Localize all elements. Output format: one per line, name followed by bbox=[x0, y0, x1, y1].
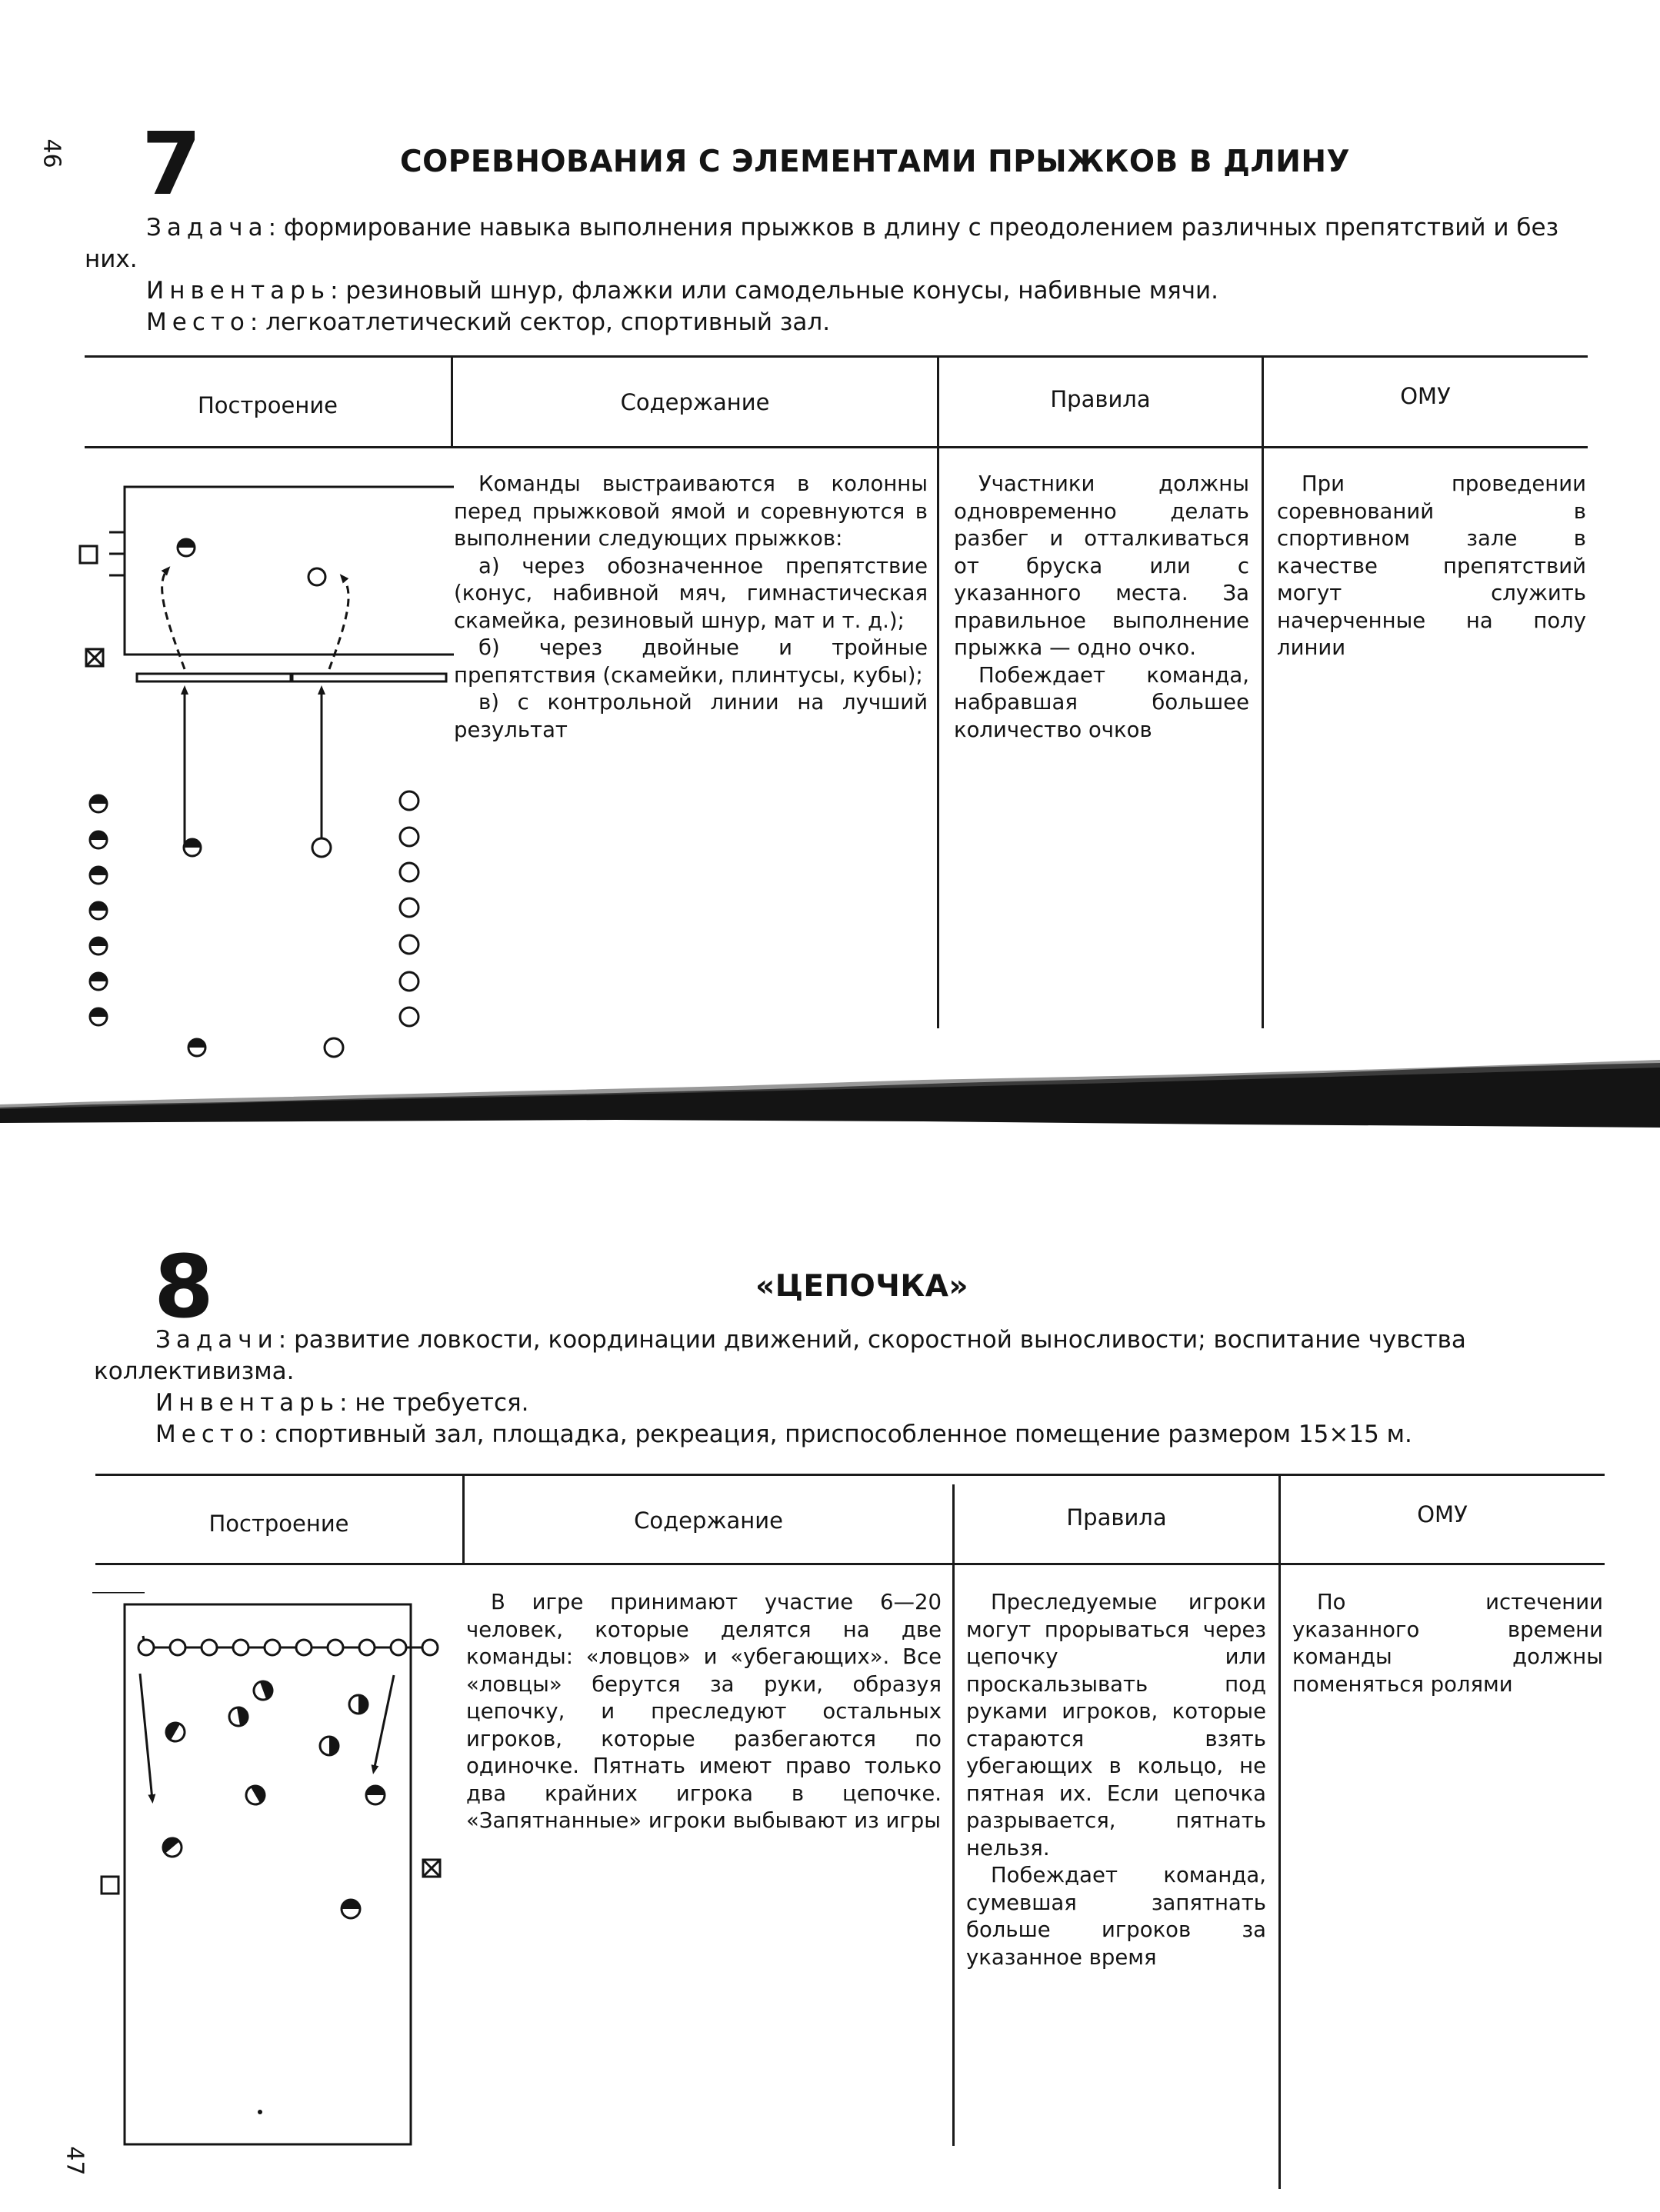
movement-arrow bbox=[374, 1675, 394, 1771]
table8-top-rule bbox=[95, 1474, 1605, 1476]
table7-omu bbox=[1277, 471, 1586, 662]
omu-paragraph: При проведении соревнований в спортивном зале в качестве препятствий могут служить начерченные на полу линии bbox=[1277, 471, 1586, 660]
player-open-icon bbox=[170, 1640, 185, 1655]
flag-square-icon bbox=[102, 1877, 118, 1894]
player-open-icon bbox=[400, 935, 418, 954]
player-open-icon bbox=[308, 568, 325, 585]
section7-intro bbox=[85, 212, 1586, 338]
content-paragraph: в) с контрольной линии на лучший результат bbox=[454, 690, 928, 742]
table8-header-construction: Построение bbox=[208, 1511, 349, 1537]
section7-inventory bbox=[85, 275, 1586, 307]
table8-header-content: Содержание bbox=[634, 1507, 783, 1534]
omu-paragraph: По истечении указанного времени команды должны поменяться ролями bbox=[1292, 1590, 1603, 1697]
task-text: : формирование навыка выполнения прыжков в длину с преодолением различных препятствий и без них. bbox=[85, 214, 1559, 273]
player-filled-icon bbox=[159, 1834, 185, 1861]
player-open-icon bbox=[400, 972, 418, 991]
table7-header-rule bbox=[85, 446, 1588, 448]
content-paragraph: В игре принимают участие 6—20 человек, которые делятся на две команды: «ловцов» и «убегающих». Все «ловцы» берутся за руки, образуя цепочку, и преследуют остальных игроков, которые разбегаются по одиночке. Пятнать имеют право только два крайних игрока в цепочке. «Запятнанные» игроки выбывают из игры bbox=[466, 1590, 942, 1833]
inventory-text: : резиновый шнур, флажки или самодельные конусы, набивные мячи. bbox=[330, 277, 1219, 305]
player-filled-icon bbox=[90, 902, 107, 919]
player-filled-icon bbox=[178, 539, 195, 556]
player-filled-icon bbox=[188, 1039, 205, 1056]
player-filled-icon bbox=[90, 1008, 107, 1025]
page-number-top: 46 bbox=[38, 138, 65, 168]
table8-header-rule bbox=[95, 1563, 1605, 1565]
table7-rules bbox=[954, 471, 1249, 744]
player-filled-icon bbox=[90, 867, 107, 884]
flag-square-icon bbox=[80, 546, 97, 563]
table7-divider bbox=[937, 355, 939, 1028]
table7-header-content: Содержание bbox=[620, 389, 770, 415]
jump-pit bbox=[125, 487, 454, 655]
content-paragraph: Команды выстраиваются в колонны перед прыжковой ямой и соревнуются в выполнении следующих прыжков: bbox=[454, 471, 928, 551]
inventory-text: : не требуется. bbox=[339, 1389, 529, 1417]
player-open-icon bbox=[328, 1640, 343, 1655]
place-text: : легкоатлетический сектор, спортивный зал. bbox=[249, 308, 831, 336]
table7-top-rule bbox=[85, 355, 1588, 358]
takeoff-board bbox=[137, 674, 291, 681]
table8-rules bbox=[966, 1589, 1266, 1971]
player-filled-icon bbox=[184, 839, 201, 856]
inventory-label: Инвентарь bbox=[155, 1389, 340, 1417]
players bbox=[159, 1679, 385, 1918]
dot-mark bbox=[258, 2110, 262, 2114]
section7-task bbox=[85, 212, 1586, 275]
table8-omu bbox=[1292, 1589, 1603, 1698]
player-open-icon bbox=[296, 1640, 312, 1655]
takeoff-board bbox=[292, 674, 446, 681]
scan-dark-band bbox=[0, 1060, 1660, 1141]
player-open-icon bbox=[400, 828, 418, 846]
player-filled-icon bbox=[243, 1783, 268, 1808]
section8-number: 8 bbox=[154, 1238, 214, 1338]
player-open-icon bbox=[312, 838, 331, 857]
players bbox=[90, 539, 418, 1057]
task-label: Задачи bbox=[155, 1326, 278, 1354]
player-open-icon bbox=[359, 1640, 375, 1655]
place-label: Место bbox=[146, 308, 250, 336]
player-filled-icon bbox=[349, 1695, 368, 1714]
table8-header-omu: ОМУ bbox=[1417, 1501, 1468, 1527]
player-open-icon bbox=[422, 1640, 438, 1655]
section8-task bbox=[94, 1324, 1602, 1387]
section8-inventory bbox=[94, 1387, 1602, 1419]
table7-header-rules: Правила bbox=[1050, 386, 1151, 412]
player-open-icon bbox=[400, 898, 418, 917]
table7-header-omu: ОМУ bbox=[1400, 383, 1451, 409]
player-open-icon bbox=[400, 791, 418, 810]
task-label: Задача bbox=[146, 214, 268, 242]
player-filled-icon bbox=[90, 938, 107, 954]
player-filled-icon bbox=[163, 1720, 188, 1745]
section8-diagram bbox=[92, 1592, 454, 2154]
player-filled-icon bbox=[90, 831, 107, 848]
player-open-icon bbox=[233, 1640, 248, 1655]
place-text: : спортивный зал, площадка, рекреация, приспособленное помещение размером 15×15 м. bbox=[258, 1421, 1412, 1448]
player-filled-icon bbox=[228, 1706, 249, 1727]
rules-paragraph: Побеждает команда, набравшая большее количество очков bbox=[954, 662, 1249, 742]
table8-content bbox=[466, 1589, 942, 1835]
table8-divider bbox=[952, 1484, 955, 2146]
section8-place bbox=[94, 1419, 1602, 1451]
section8-title: «ЦЕПОЧКА» bbox=[755, 1269, 969, 1304]
section7-number: 7 bbox=[142, 115, 202, 215]
player-filled-icon bbox=[252, 1679, 275, 1703]
table8-divider bbox=[1278, 1474, 1281, 2189]
table8-header-rules: Правила bbox=[1066, 1504, 1167, 1531]
task-text: : развитие ловкости, координации движений, скоростной выносливости; воспитание чувства коллективизма. bbox=[94, 1326, 1466, 1385]
player-filled-icon bbox=[320, 1737, 338, 1755]
player-open-icon bbox=[400, 1008, 418, 1026]
player-filled-icon bbox=[342, 1900, 360, 1918]
rules-paragraph: Преследуемые игроки могут прорываться через цепочку или проскальзывать под руками игроков, которые стараются взять убегающих в кольцо, не пятная их. Если цепочка разрывается, пятнать нельзя. bbox=[966, 1590, 1266, 1861]
player-filled-icon bbox=[90, 795, 107, 812]
player-filled-icon bbox=[366, 1786, 385, 1804]
table7-header-construction: Построение bbox=[197, 392, 338, 418]
player-open-icon bbox=[202, 1640, 217, 1655]
player-open-icon bbox=[391, 1640, 406, 1655]
place-label: Место bbox=[155, 1421, 259, 1448]
player-open-icon bbox=[325, 1038, 343, 1057]
player-open-icon bbox=[265, 1640, 280, 1655]
content-paragraph: б) через двойные и тройные препятствия (скамейки, плинтусы, кубы); bbox=[454, 635, 928, 688]
rules-paragraph: Участники должны одновременно делать разбег и отталкиваться от бруска или с указанного места. За правильное выполнение прыжка — одно очко. bbox=[954, 471, 1249, 660]
rules-paragraph: Побеждает команда, сумевшая запятнать больше игроков за указанное время bbox=[966, 1863, 1266, 1970]
section8-intro bbox=[94, 1324, 1602, 1451]
section7-place bbox=[85, 307, 1586, 338]
player-open-icon bbox=[400, 863, 418, 881]
table7-content bbox=[454, 471, 928, 744]
page-number-bottom: 47 bbox=[61, 2146, 88, 2176]
content-paragraph: а) через обозначенное препятствие (конус, набивной мяч, гимнастическая скамейка, резиновый шнур, мат и т. д.); bbox=[454, 553, 928, 633]
section7-diagram bbox=[69, 461, 454, 1069]
player-filled-icon bbox=[90, 973, 107, 990]
player-open-icon bbox=[138, 1640, 154, 1655]
section7-title: СОРЕВНОВАНИЯ С ЭЛЕМЕНТАМИ ПРЫЖКОВ В ДЛИНУ bbox=[400, 145, 1351, 179]
chain-players bbox=[138, 1640, 438, 1655]
table7-divider bbox=[1262, 355, 1264, 1028]
inventory-label: Инвентарь bbox=[146, 277, 331, 305]
movement-arrow bbox=[140, 1674, 152, 1800]
